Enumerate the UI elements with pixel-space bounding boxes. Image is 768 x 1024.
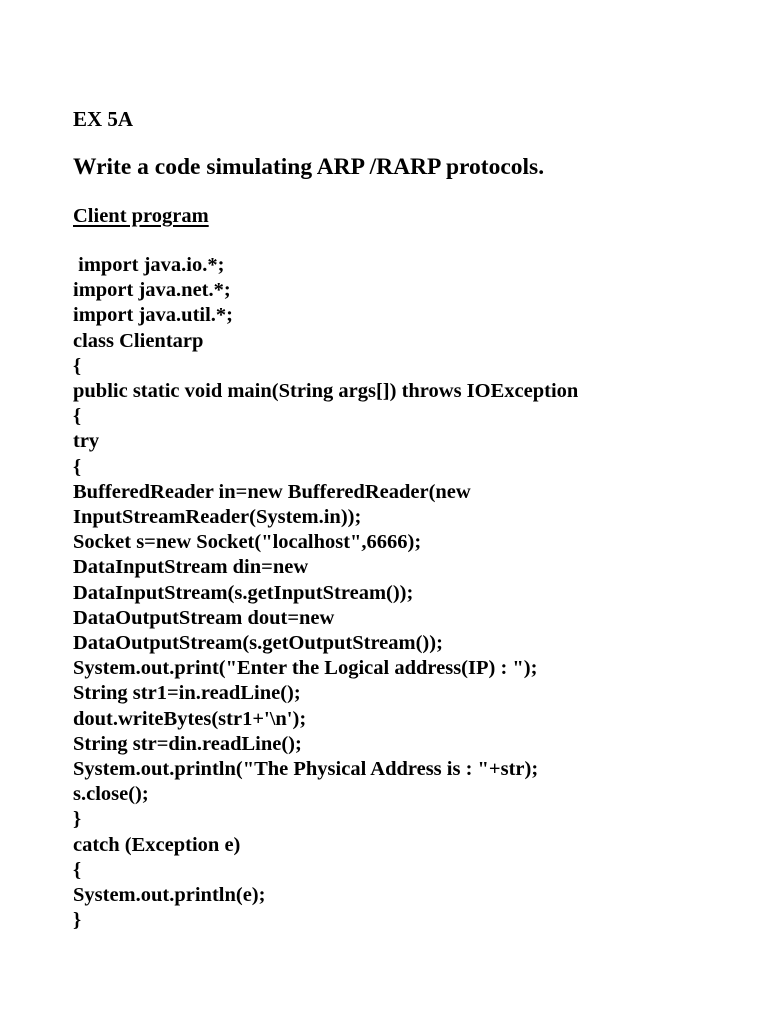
code-line: DataOutputStream dout=new — [73, 606, 335, 629]
code-line: dout.writeBytes(str1+'\n'); — [73, 707, 307, 730]
code-line: { — [73, 354, 82, 377]
code-line: DataOutputStream(s.getOutputStream()); — [73, 632, 443, 655]
code-line: s.close(); — [73, 783, 149, 806]
section-heading-client-program: Client program — [73, 205, 209, 227]
code-line: public static void main(String args[]) throws IOException — [73, 380, 579, 403]
code-line: { — [73, 858, 82, 881]
code-line: catch (Exception e) — [73, 833, 241, 856]
code-line: InputStreamReader(System.in)); — [73, 506, 362, 529]
code-line: class Clientarp — [73, 329, 204, 352]
code-line: { — [73, 455, 82, 478]
code-line: import java.io.*; — [73, 254, 225, 276]
code-line: } — [73, 808, 82, 831]
code-line: { — [73, 405, 82, 428]
code-line: System.out.print("Enter the Logical address(IP) : "); — [73, 657, 538, 680]
code-line: } — [73, 909, 82, 932]
code-line: System.out.println(e); — [73, 884, 266, 907]
code-line: DataInputStream din=new — [73, 556, 309, 579]
code-line: BufferedReader in=new BufferedReader(new — [73, 480, 471, 503]
document-title: Write a code simulating ARP /RARP protocols. — [73, 154, 545, 180]
code-line: String str=din.readLine(); — [73, 732, 302, 755]
code-line: System.out.println("The Physical Address is : "+str); — [73, 758, 539, 781]
code-line: String str1=in.readLine(); — [73, 682, 301, 705]
code-block — [73, 253, 753, 933]
code-line: import java.net.*; — [73, 279, 231, 302]
code-line: DataInputStream(s.getInputStream()); — [73, 581, 414, 604]
document-page — [73, 106, 753, 933]
code-line: try — [73, 430, 100, 453]
exercise-label: EX 5A — [73, 107, 134, 131]
code-line: Socket s=new Socket("localhost",6666); — [73, 531, 422, 554]
code-line: import java.util.*; — [73, 304, 233, 327]
